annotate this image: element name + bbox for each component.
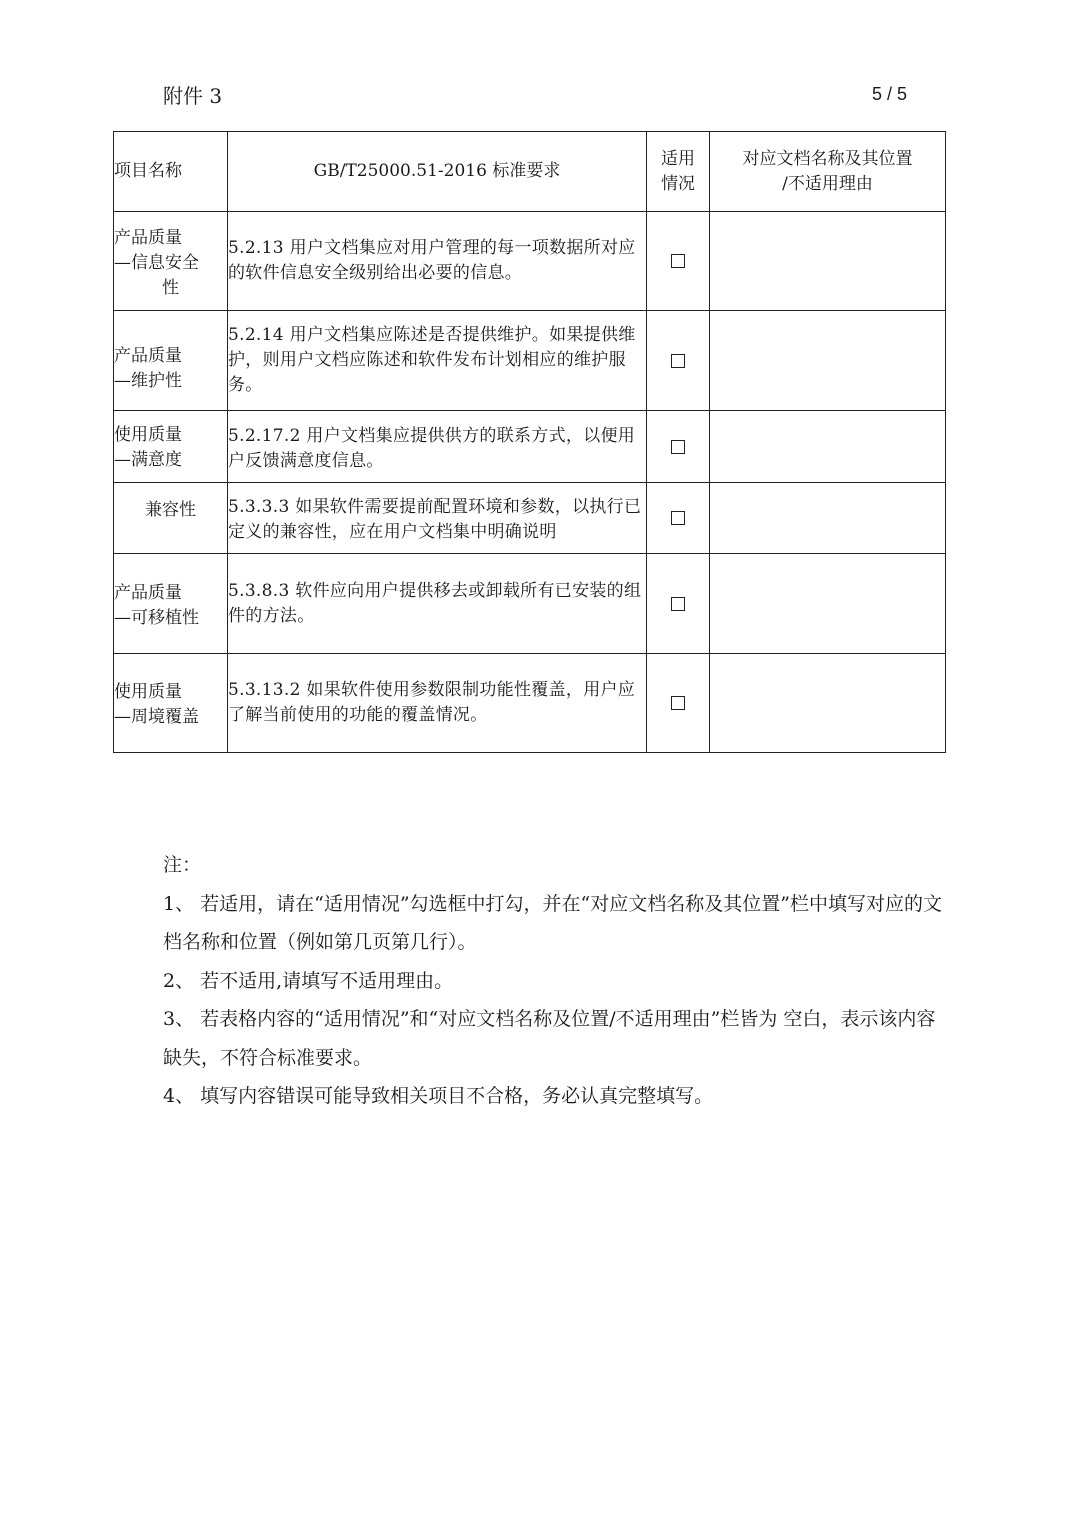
- project-name-line: 使用质量: [114, 424, 182, 445]
- project-name-line: —维护性: [114, 370, 182, 391]
- applicable-checkbox[interactable]: [671, 696, 685, 710]
- requirement-cell: 5.3.8.3 软件应向用户提供移去或卸载所有已安装的组件的方法。: [228, 554, 647, 654]
- applicable-cell: [647, 311, 710, 411]
- project-name-line: —可移植性: [114, 607, 199, 628]
- table-row: [114, 212, 946, 311]
- table-header-row: [114, 132, 946, 212]
- applicable-cell: [647, 483, 710, 554]
- notes-section: [163, 846, 953, 1116]
- applicable-checkbox[interactable]: [671, 354, 685, 368]
- document-location-cell[interactable]: [710, 554, 946, 654]
- project-name-line: 兼容性: [145, 500, 196, 520]
- project-name-line: 产品质量: [114, 345, 182, 366]
- project-name-cell: [114, 554, 228, 654]
- document-location-cell[interactable]: [710, 411, 946, 483]
- project-name-line: 产品质量: [114, 227, 182, 248]
- requirements-table: [113, 131, 946, 753]
- note-item-3: 3、 若表格内容的“适用情况”和“对应文档名称及位置/不适用理由”栏皆为 空白，表示该内容缺失，不符合标准要求。: [163, 1008, 936, 1069]
- project-name-cell: [114, 212, 228, 311]
- page-number: 5 / 5: [872, 84, 908, 104]
- applicable-cell: [647, 411, 710, 483]
- requirement-cell: 5.2.17.2 用户文档集应提供供方的联系方式，以便用户反馈满意度信息。: [228, 411, 647, 483]
- document-location-cell[interactable]: [710, 212, 946, 311]
- document-location-cell[interactable]: [710, 311, 946, 411]
- note-item-4: 4、 填写内容错误可能导致相关项目不合格，务必认真完整填写。: [163, 1085, 714, 1107]
- table-row: [114, 411, 946, 483]
- document-location-cell[interactable]: [710, 654, 946, 753]
- requirement-cell: 5.2.13 用户文档集应对用户管理的每一项数据所对应的软件信息安全级别给出必要的信息。: [228, 212, 647, 311]
- applicable-checkbox[interactable]: [671, 597, 685, 611]
- notes-title: 注：: [163, 854, 202, 876]
- document-location-cell[interactable]: [710, 483, 946, 554]
- table-row: [114, 654, 946, 753]
- project-name-cell: [114, 311, 228, 411]
- header-standard-requirement: GB/T25000.51-2016 标准要求: [228, 132, 647, 212]
- applicable-checkbox[interactable]: [671, 254, 685, 268]
- header-doc-line1: 对应文档名称及其位置: [742, 148, 913, 169]
- project-name-line: 产品质量: [114, 582, 182, 603]
- project-name-cell: [114, 411, 228, 483]
- project-name-line: —周境覆盖: [114, 706, 199, 727]
- requirement-cell: 5.2.14 用户文档集应陈述是否提供维护。如果提供维护，则用户文档应陈述和软件发布计划相应的维护服务。: [228, 311, 647, 411]
- project-name-line: —满意度: [114, 449, 182, 470]
- requirement-cell: 5.3.13.2 如果软件使用参数限制功能性覆盖，用户应了解当前使用的功能的覆盖情况。: [228, 654, 647, 753]
- project-name-cell: [114, 654, 228, 753]
- table-row: [114, 483, 946, 554]
- applicable-checkbox[interactable]: [671, 440, 685, 454]
- note-item-1: 1、 若适用，请在“适用情况”勾选框中打勾，并在“对应文档名称及其位置”栏中填写对应的文档名称和位置（例如第几页第几行）。: [163, 892, 942, 953]
- applicable-cell: [647, 654, 710, 753]
- requirement-cell: 5.3.3.3 如果软件需要提前配置环境和参数，以执行已定义的兼容性，应在用户文档集中明确说明: [228, 483, 647, 554]
- project-name-line: 使用质量: [114, 681, 182, 702]
- note-item-2: 2、 若不适用,请填写不适用理由。: [163, 969, 454, 992]
- header-project-name: 项目名称: [114, 132, 228, 212]
- applicable-cell: [647, 212, 710, 311]
- header-applicable: [647, 132, 710, 212]
- applicable-cell: [647, 554, 710, 654]
- project-name-cell: [114, 483, 228, 554]
- header-doc-line2: /不适用理由: [782, 173, 873, 194]
- header-document-location: [710, 132, 946, 212]
- table-row: [114, 554, 946, 654]
- applicable-checkbox[interactable]: [671, 511, 685, 525]
- header-applicable-line2: 情况: [661, 173, 695, 194]
- table-row: [114, 311, 946, 411]
- header-applicable-line1: 适用: [661, 148, 695, 169]
- project-name-line: 性: [162, 277, 179, 298]
- project-name-line: —信息安全: [114, 252, 199, 273]
- attachment-label: 附件 3: [163, 84, 223, 108]
